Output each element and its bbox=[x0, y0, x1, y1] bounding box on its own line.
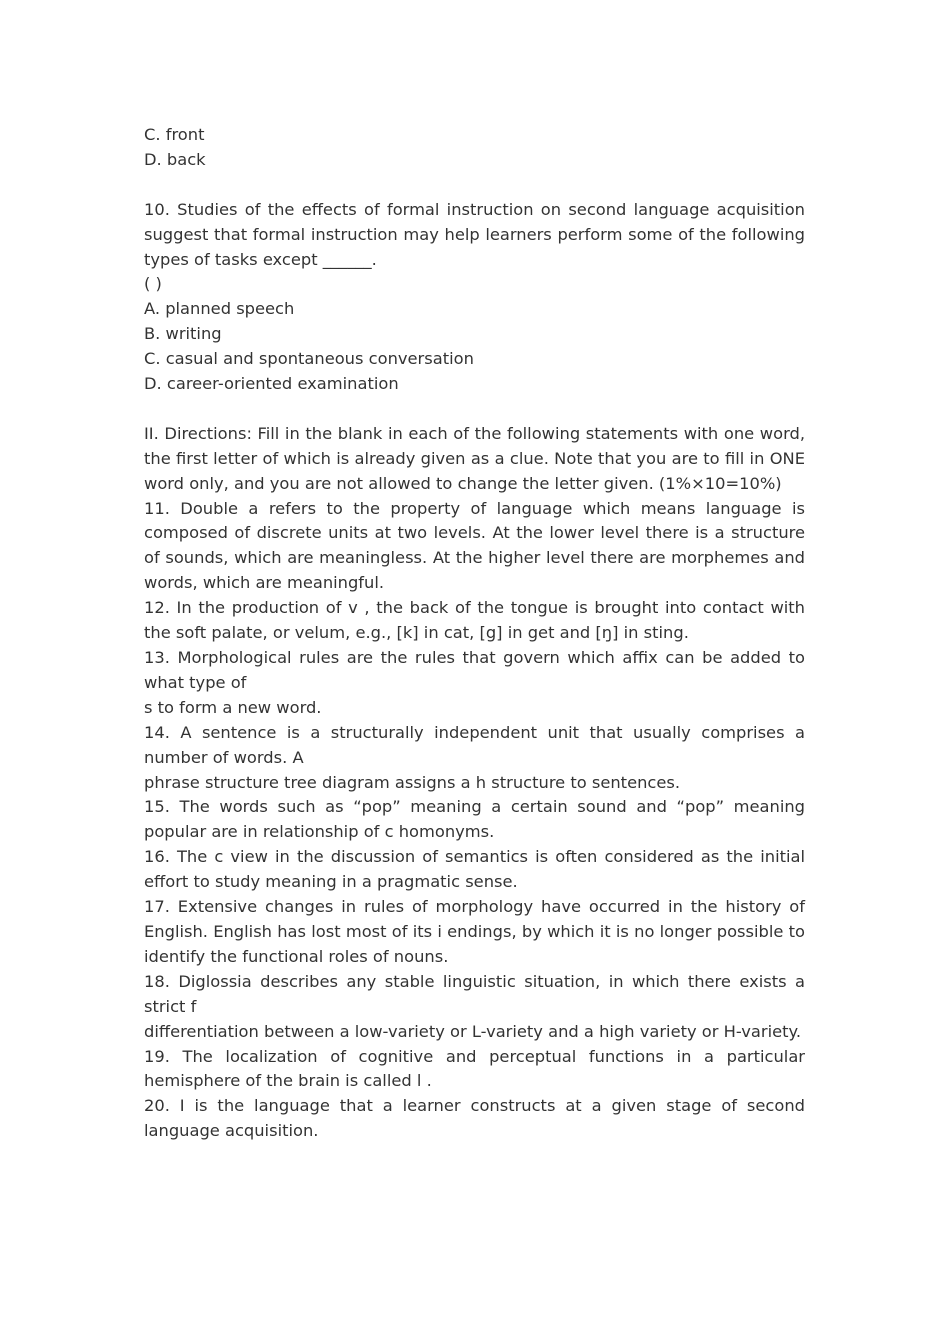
q9-option-c: C. front bbox=[144, 125, 205, 144]
blank-line bbox=[144, 173, 805, 198]
question-11: 11. Double a refers to the property of language which means language is composed of discrete units at two levels. At the lower level there is a structure of sounds, which are meaningless. At the higher level there are morphemes and words, which are meaningful. bbox=[144, 498, 805, 593]
document-page bbox=[144, 123, 805, 1144]
question-13-continued: s to form a new word. bbox=[144, 697, 322, 717]
question-14-continued: phrase structure tree diagram assigns a h structure to sentences. bbox=[144, 772, 681, 792]
question-13: 13. Morphological rules are the rules that govern which affix can be added to what type of bbox=[144, 648, 805, 692]
q10-option-a: A. planned speech bbox=[144, 299, 295, 319]
question-18: 18. Diglossia describes any stable linguistic situation, in which there exists a strict f bbox=[144, 971, 805, 1016]
section2-directions: II. Directions: Fill in the blank in each of the following statements with one word, the first letter of which is already given as a clue. Note that you are to fill in ONE word only, and you are not allowed to change the letter given. (1%×10=10%) bbox=[144, 423, 805, 493]
question-12: 12. In the production of v , the back of the tongue is brought into contact with the soft palate, or velum, e.g., [k] in cat, [g] in get and [ŋ] in sting. bbox=[144, 598, 805, 643]
q10-option-d: D. career-oriented examination bbox=[144, 374, 399, 394]
question-14: 14. A sentence is a structurally independent unit that usually comprises a number of words. A bbox=[144, 722, 805, 767]
blank-line bbox=[144, 397, 805, 422]
q10-stem: 10. Studies of the effects of formal instruction on second language acquisition suggest that formal instruction may help learners perform some of the following types of tasks except ______. bbox=[144, 199, 805, 269]
question-16: 16. The c view in the discussion of semantics is often considered as the initial effort to study meaning in a pragmatic sense. bbox=[144, 847, 805, 892]
q10-option-b: B. writing bbox=[144, 324, 222, 344]
q9-option-d: D. back bbox=[144, 149, 206, 169]
question-19: 19. The localization of cognitive and perceptual functions in a particular hemisphere of the brain is called l . bbox=[144, 1046, 805, 1091]
question-20: 20. I is the language that a learner constructs at a given stage of second language acquisition. bbox=[144, 1096, 805, 1141]
question-15: 15. The words such as “pop” meaning a certain sound and “pop” meaning popular are in relationship of c homonyms. bbox=[144, 797, 805, 842]
q10-option-c: C. casual and spontaneous conversation bbox=[144, 349, 474, 369]
q10-answer-paren: ( ) bbox=[144, 274, 162, 294]
question-17: 17. Extensive changes in rules of morphology have occurred in the history of English. English has lost most of its i endings, by which it is no longer possible to identify the functional roles of nouns. bbox=[144, 897, 805, 966]
question-18-continued: differentiation between a low-variety or L-variety and a high variety or H-variety. bbox=[144, 1021, 802, 1041]
